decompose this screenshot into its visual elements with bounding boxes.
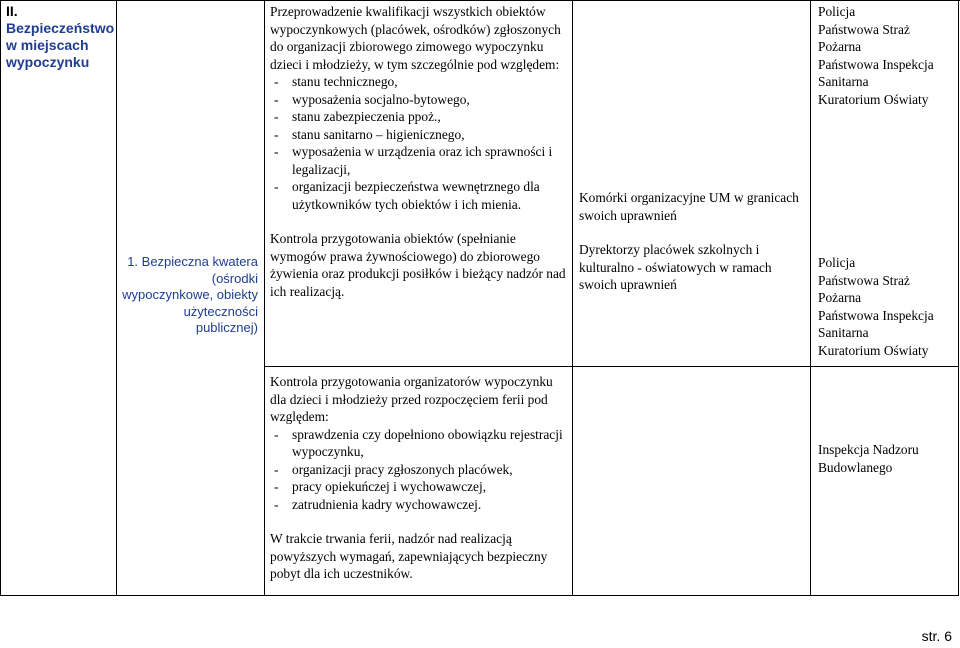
row1-task-intro: Przeprowadzenie kwalifikacji wszystkich obiektów wypoczynkowych (placówek, ośrodków) zgłoszonych do organizacji zbiorowego zimowego wypoczynku dzieci i młodzieży, w tym szczególnie pod względem: <box>270 4 561 72</box>
row2-task-paragraph: W trakcie trwania ferii, nadzór nad realizacją powyższych wymagań, zapewniających bezpieczny pobyt dla ich uczestników. <box>270 531 548 581</box>
row1-responsible-cell <box>579 189 805 294</box>
list-item: - organizacji pracy zgłoszonych placówek, <box>270 461 568 479</box>
row1-task-paragraph: Kontrola przygotowania obiektów (spełnianie wymogów prawa żywnościowego) do zbiorowego żywienia oraz produkcji posiłków i bieżący nadzór nad ich realizacją. <box>270 231 566 299</box>
list-item: - stanu technicznego, <box>270 73 568 91</box>
partner-name: Policja <box>818 4 856 19</box>
row-divider <box>264 366 959 367</box>
column-divider-2 <box>264 0 265 596</box>
section-heading <box>6 3 115 71</box>
subsection-title: Bezpieczna kwatera (ośrodki wypoczynkowe, obiekty użyteczności publicznej) <box>122 254 258 335</box>
list-item: - zatrudnienia kadry wychowawczej. <box>270 496 568 514</box>
partner-name: Policja <box>818 255 856 270</box>
row1-partners-cell-1 <box>818 3 954 108</box>
table-border-right <box>958 0 959 596</box>
list-item: - stanu zabezpieczenia ppoż., <box>270 108 568 126</box>
row1-responsible-1: Komórki organizacyjne UM w granicach swoich uprawnień <box>579 190 799 223</box>
list-item: - wyposażenia socjalno-bytowego, <box>270 91 568 109</box>
row2-task-cell <box>270 373 568 583</box>
row2-partners-cell <box>818 441 948 476</box>
row1-task-list <box>270 73 568 213</box>
partner-name: Inspekcja Nadzoru Budowlanego <box>818 442 919 475</box>
table-border-top <box>0 0 960 1</box>
table-border-bottom <box>0 595 959 596</box>
partner-name: Kuratorium Oświaty <box>818 342 929 358</box>
partner-name: Państwowa Straż Pożarna <box>818 21 910 54</box>
row2-task-list <box>270 426 568 514</box>
section-number: II. <box>6 3 18 19</box>
list-item: - pracy opiekuńczej i wychowawczej, <box>270 478 568 496</box>
row1-task-cell <box>270 3 568 300</box>
list-item: - wyposażenia w urządzenia oraz ich sprawności i legalizacji, <box>270 143 568 178</box>
list-item: - sprawdzenia czy dopełniono obowiązku rejestracji wypoczynku, <box>270 426 568 461</box>
subsection-number: 1. <box>127 254 139 269</box>
row1-partners-cell-2 <box>818 254 954 359</box>
partner-name: Państwowa Inspekcja Sanitarna <box>818 307 934 340</box>
page-number: str. 6 <box>921 628 952 644</box>
list-item: - stanu sanitarno – higienicznego, <box>270 126 568 144</box>
row2-task-intro: Kontrola przygotowania organizatorów wypoczynku dla dzieci i młodzieży przed rozpoczęciem ferii pod względem: <box>270 374 553 424</box>
column-divider-3 <box>572 0 573 596</box>
partner-name: Państwowa Straż Pożarna <box>818 272 910 305</box>
table-border-left <box>0 0 1 596</box>
row1-responsible-2: Dyrektorzy placówek szkolnych i kulturalno - oświatowych w ramach swoich uprawnień <box>579 242 772 292</box>
column-divider-4 <box>810 0 811 596</box>
subsection-heading <box>122 254 258 337</box>
list-item: - organizacji bezpieczeństwa wewnętrznego dla użytkowników tych obiektów i ich mienia. <box>270 178 568 213</box>
partner-name: Państwowa Inspekcja Sanitarna <box>818 56 934 89</box>
column-divider-1 <box>116 0 117 596</box>
partner-name: Kuratorium Oświaty <box>818 91 929 107</box>
section-title: Bezpieczeństwo w miejscach wypoczynku <box>6 20 115 70</box>
